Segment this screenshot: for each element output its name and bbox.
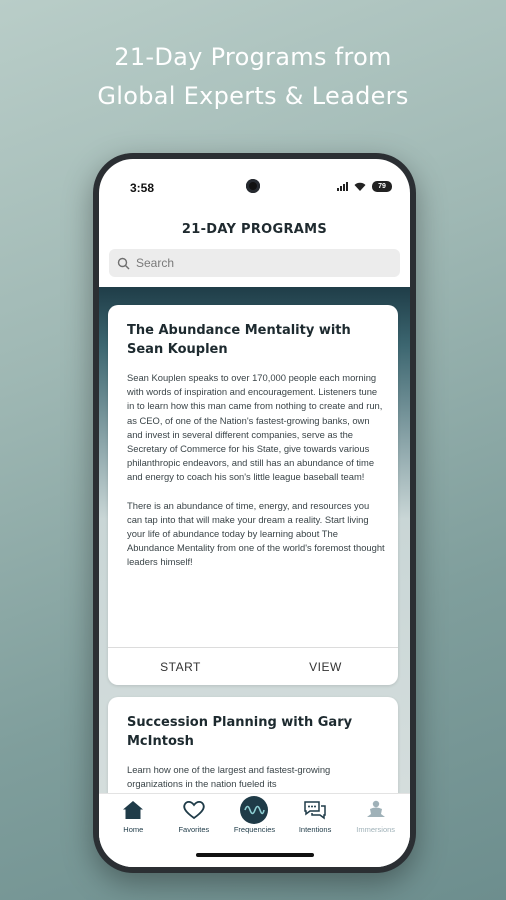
start-button[interactable]: START [160, 659, 201, 674]
program-description [127, 763, 386, 791]
tab-label: Immersions [356, 825, 396, 834]
battery-icon: 79 [372, 181, 392, 192]
tab-label: Frequencies [233, 825, 276, 834]
tab-immersions[interactable] [347, 800, 405, 867]
wifi-icon [354, 182, 366, 191]
search-bar[interactable] [109, 249, 400, 277]
headline-line-1: 21-Day Programs from [114, 43, 392, 71]
search-icon [117, 257, 130, 270]
program-description [127, 371, 386, 570]
status-bar [99, 159, 410, 199]
description-paragraph: Learn how one of the largest and fastest-growing organizations in the nation fueled its [127, 764, 331, 790]
signal-icon [337, 182, 348, 191]
wave-icon [240, 796, 268, 824]
headline-line-2: Global Experts & Leaders [97, 82, 409, 110]
tab-home[interactable] [104, 800, 162, 867]
heart-icon [182, 800, 206, 820]
meditation-icon [365, 800, 387, 820]
app-screen [99, 159, 410, 867]
description-paragraph: There is an abundance of time, energy, and resources you can tap into that will make your dream a reality. Start living your life of abundance today by learning about The Abundance Mentality from one of the world's foremost thought leaders himself! [127, 499, 385, 568]
program-title: Succession Planning with Gary McIntosh [127, 715, 353, 749]
program-title: The Abundance Mentality with Sean Kouplen [127, 323, 351, 357]
tab-label: Home [123, 825, 144, 834]
view-button[interactable]: VIEW [309, 659, 342, 674]
tab-label: Intentions [298, 825, 332, 834]
front-camera [246, 179, 260, 193]
phone-frame [93, 153, 416, 873]
status-icons [337, 181, 392, 192]
program-card[interactable] [108, 305, 398, 685]
description-paragraph: Sean Kouplen speaks to over 170,000 people each morning with words of inspiration and encouragement. Listeners tune in to learn how this man came from nothing to create and run, as CEO, of one of the Nation's fastest-growing banks, own and invest in several different companies, serve as the Secretary of Commerce for his State, give towards various philanthropic endeavors, and still has an abundance of time and energy to coach his son's little league baseball team! [127, 372, 383, 483]
tab-label: Favorites [178, 825, 210, 834]
promo-headline [0, 38, 506, 116]
card-actions [108, 647, 398, 685]
status-time: 3:58 [130, 181, 155, 195]
chat-icon [303, 800, 327, 820]
home-indicator [196, 853, 314, 857]
page-title: 21-DAY PROGRAMS [181, 222, 328, 237]
home-icon [122, 800, 144, 820]
search-input[interactable]: Search [136, 256, 175, 270]
